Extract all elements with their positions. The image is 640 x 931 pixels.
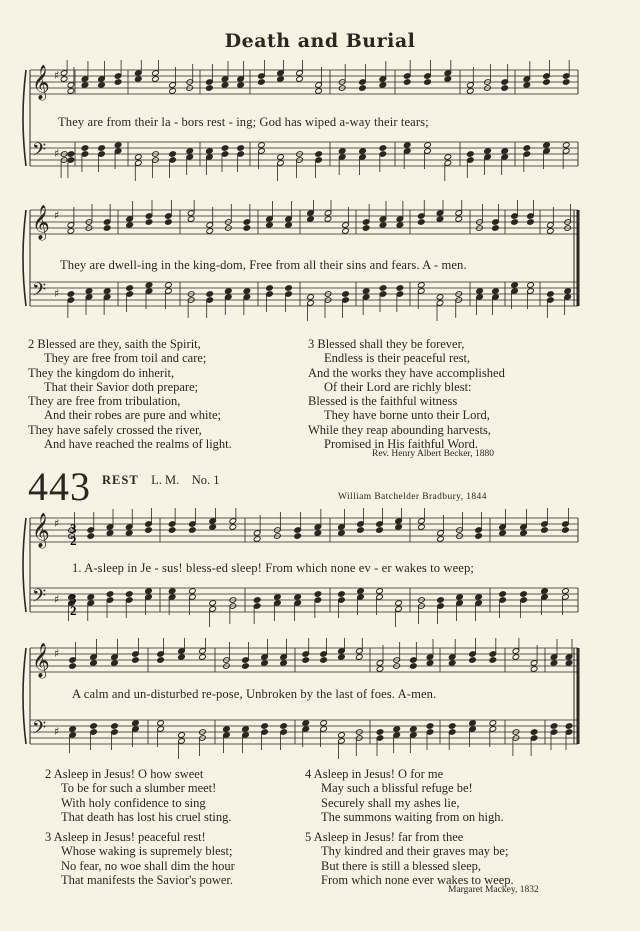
- note-head: [126, 222, 134, 229]
- note-head: [342, 291, 350, 298]
- note-head: [511, 282, 519, 289]
- note-head: [114, 142, 122, 149]
- note-head: [165, 282, 173, 289]
- note-head: [169, 88, 177, 95]
- note-head: [69, 663, 77, 670]
- note-head: [67, 151, 75, 158]
- note-head: [362, 225, 370, 232]
- note-head: [469, 657, 477, 664]
- note-head: [209, 600, 217, 607]
- verse-line: They have borne unto their Lord,: [324, 408, 490, 423]
- tune-heading: [102, 473, 220, 488]
- note-head: [456, 594, 464, 601]
- verse-line: Securely shall my ashes lie,: [321, 795, 460, 810]
- verse-line: And the works they have accomplished: [308, 365, 505, 380]
- bass-clef-icon: 𝄢: [32, 586, 47, 611]
- treble-clef-icon: 𝄞: [32, 205, 50, 240]
- meter: L. M.: [151, 473, 180, 487]
- note-head: [186, 148, 194, 155]
- verse-line: Endless is their peaceful rest,: [324, 351, 471, 366]
- note-head: [501, 85, 509, 92]
- note-head: [436, 216, 444, 223]
- note-head: [253, 597, 261, 604]
- note-head: [261, 660, 269, 667]
- verse-line: No fear, no woe shall dim the hour: [61, 858, 235, 873]
- verse-line: And their robes are pure and white;: [44, 408, 222, 423]
- composer-credit: William Batchelder Bradbury, 1844: [338, 492, 487, 502]
- note-head: [338, 148, 346, 155]
- note-head: [403, 79, 411, 86]
- note-head: [242, 726, 250, 733]
- note-head: [229, 524, 237, 531]
- sharp-icon: ♯: [54, 725, 60, 738]
- note-head: [357, 527, 365, 534]
- note-head: [206, 228, 214, 235]
- verse-line: To be for such a slumber meet!: [61, 781, 217, 796]
- note-head: [562, 588, 570, 595]
- note-head: [492, 288, 500, 295]
- note-head: [562, 142, 570, 149]
- verse-block: [45, 830, 235, 887]
- verse-line: 4 Asleep in Jesus! O for me: [305, 767, 444, 781]
- note-head: [437, 536, 445, 543]
- note-head: [565, 660, 573, 667]
- note-head: [258, 142, 266, 149]
- lyric-line: They are from their la - bors rest - ing; God has wiped a-way their tears;: [58, 115, 429, 129]
- note-head: [277, 76, 285, 83]
- note-head: [126, 285, 134, 292]
- note-head: [90, 660, 98, 667]
- note-head: [280, 723, 288, 730]
- verse-block: [305, 830, 514, 887]
- note-head: [543, 79, 551, 86]
- note-head: [320, 657, 328, 664]
- note-head: [489, 720, 497, 727]
- note-head: [60, 76, 68, 83]
- note-head: [448, 660, 456, 667]
- note-head: [103, 288, 111, 295]
- note-head: [285, 285, 293, 292]
- time-signature-top: 3: [70, 521, 77, 536]
- verse-line: They are free from toil and care;: [44, 351, 207, 366]
- note-head: [320, 720, 328, 727]
- time-signature-bottom: 2: [70, 603, 77, 618]
- note-head: [396, 222, 404, 229]
- time-signature-bottom: 2: [70, 533, 77, 548]
- note-head: [294, 533, 302, 540]
- sharp-icon: ♯: [54, 287, 60, 300]
- note-head: [511, 219, 519, 226]
- note-head: [221, 145, 229, 152]
- note-head: [417, 219, 425, 226]
- system-brace: [23, 518, 26, 612]
- note-head: [550, 660, 558, 667]
- note-head: [106, 591, 114, 598]
- note-head: [324, 216, 332, 223]
- section-title: Death and Burial: [224, 30, 416, 52]
- sharp-icon: ♯: [54, 593, 60, 606]
- note-head: [379, 82, 387, 89]
- system-brace: [23, 210, 26, 306]
- verse-block: [45, 767, 231, 824]
- note-head: [85, 288, 93, 295]
- note-head: [565, 723, 573, 730]
- bass-clef-icon: 𝄢: [32, 718, 47, 743]
- lyric-line: A calm and un-disturbed re-pose, Unbroken by the last of foes. A-men.: [72, 687, 437, 701]
- note-head: [111, 660, 119, 667]
- note-head: [547, 291, 555, 298]
- verse-line: But there is still a blessed sleep,: [321, 858, 482, 873]
- note-head: [314, 530, 322, 537]
- note-head: [338, 654, 346, 661]
- tune-number: No. 1: [191, 473, 220, 487]
- note-head: [393, 726, 401, 733]
- sharp-icon: ♯: [54, 209, 60, 222]
- note-head: [223, 726, 231, 733]
- note-head: [253, 536, 261, 543]
- verse-line: The summons waiting from on high.: [321, 809, 504, 824]
- treble-clef-icon: 𝄞: [32, 65, 50, 100]
- note-head: [168, 527, 176, 534]
- note-head: [132, 657, 140, 664]
- note-head: [98, 82, 106, 89]
- note-head: [69, 726, 77, 733]
- note-head: [417, 282, 425, 289]
- note-head: [469, 720, 477, 727]
- verse-line: 2 Asleep in Jesus! O how sweet: [45, 767, 204, 781]
- note-head: [379, 285, 387, 292]
- note-head: [379, 222, 387, 229]
- verse-line: While they reap abounding harvests,: [308, 422, 491, 437]
- note-head: [296, 76, 304, 83]
- note-head: [67, 88, 75, 95]
- note-head: [307, 216, 315, 223]
- note-head: [242, 663, 250, 670]
- note-head: [111, 723, 119, 730]
- sharp-icon: ♯: [54, 69, 60, 82]
- note-head: [125, 530, 133, 537]
- note-head: [530, 729, 538, 736]
- note-head: [209, 524, 217, 531]
- note-head: [243, 288, 251, 295]
- note-head: [530, 666, 538, 673]
- note-head: [424, 79, 432, 86]
- author-credit: Rev. Henry Albert Becker, 1880: [372, 449, 494, 459]
- note-head: [224, 288, 232, 295]
- note-head: [550, 723, 558, 730]
- verse-line: They the kingdom do inherit,: [28, 365, 175, 380]
- bass-clef-icon: 𝄢: [32, 280, 47, 305]
- treble-clef-icon: 𝄞: [32, 643, 50, 678]
- treble-clef-icon: 𝄞: [32, 513, 50, 548]
- note-head: [562, 79, 570, 86]
- note-head: [362, 288, 370, 295]
- note-head: [543, 142, 551, 149]
- verse-line: Blessed is the faithful witness: [308, 394, 458, 409]
- note-head: [523, 145, 531, 152]
- note-head: [376, 527, 384, 534]
- note-head: [455, 216, 463, 223]
- note-head: [467, 151, 475, 158]
- note-head: [492, 225, 500, 232]
- verse-line: Thy kindred and their graves may be;: [321, 844, 509, 859]
- verse-line: And have reached the realms of light.: [44, 437, 232, 452]
- time-signature-top: 3: [70, 591, 77, 606]
- verse-block: [305, 767, 504, 824]
- verse-line: Of their Lord are richly blest:: [324, 379, 472, 394]
- note-head: [475, 533, 483, 540]
- sharp-icon: ♯: [54, 647, 60, 660]
- note-head: [564, 288, 572, 295]
- note-head: [294, 594, 302, 601]
- note-head: [418, 524, 426, 531]
- note-head: [395, 524, 403, 531]
- system-brace: [23, 648, 26, 744]
- note-head: [314, 591, 322, 598]
- note-head: [403, 142, 411, 149]
- note-head: [376, 729, 384, 736]
- note-head: [237, 82, 245, 89]
- note-head: [189, 527, 197, 534]
- lyric-line: 1. A-sleep in Je - sus! bless-ed sleep! From which none ev - er wakes to weep;: [72, 561, 474, 575]
- note-head: [484, 148, 492, 155]
- note-head: [206, 291, 214, 298]
- note-head: [315, 88, 323, 95]
- bass-clef-icon: 𝄢: [32, 140, 47, 165]
- author-credit: Margaret Mackey, 1832: [448, 885, 539, 895]
- verse-line: May such a blissful refuge be!: [321, 781, 473, 796]
- note-head: [426, 660, 434, 667]
- note-head: [436, 294, 444, 301]
- note-head: [476, 288, 484, 295]
- note-head: [67, 291, 75, 298]
- note-head: [359, 85, 367, 92]
- note-head: [523, 82, 531, 89]
- note-head: [395, 600, 403, 607]
- note-head: [189, 588, 197, 595]
- note-head: [499, 530, 507, 537]
- note-head: [98, 145, 106, 152]
- hymn-number: 443: [28, 464, 91, 509]
- note-head: [357, 588, 365, 595]
- verse-line: That their Savior doth prepare;: [44, 379, 199, 394]
- note-head: [410, 663, 418, 670]
- note-head: [489, 657, 497, 664]
- note-head: [448, 723, 456, 730]
- note-head: [475, 594, 483, 601]
- lyric-line: They are dwell-ing in the king-dom, Free from all their sins and fears. A - men.: [60, 258, 467, 272]
- note-head: [302, 657, 310, 664]
- note-head: [467, 88, 475, 95]
- note-head: [67, 228, 75, 235]
- note-head: [501, 148, 509, 155]
- sharp-icon: ♯: [54, 147, 60, 160]
- note-head: [266, 285, 274, 292]
- note-head: [206, 85, 214, 92]
- note-head: [125, 591, 133, 598]
- verse-line: That manifests the Savior's power.: [61, 872, 234, 887]
- note-head: [541, 527, 549, 534]
- verse-line: From which none ever wakes to weep.: [321, 872, 514, 887]
- verse-line: Promised in His faithful Word.: [324, 437, 478, 452]
- note-head: [424, 142, 432, 149]
- note-head: [168, 588, 176, 595]
- note-head: [178, 732, 186, 739]
- note-head: [359, 148, 367, 155]
- note-head: [396, 285, 404, 292]
- note-head: [145, 527, 153, 534]
- note-head: [338, 732, 346, 739]
- note-head: [169, 151, 177, 158]
- verse-line: 3 Blessed shall they be forever,: [308, 337, 465, 351]
- note-head: [520, 591, 528, 598]
- note-head: [342, 228, 350, 235]
- note-head: [106, 530, 114, 537]
- note-head: [237, 145, 245, 152]
- note-head: [243, 225, 251, 232]
- note-head: [145, 282, 153, 289]
- note-head: [444, 154, 452, 161]
- note-head: [87, 594, 95, 601]
- verse-block: [28, 337, 232, 451]
- note-head: [302, 720, 310, 727]
- note-head: [145, 219, 153, 226]
- note-head: [338, 591, 346, 598]
- note-head: [355, 654, 363, 661]
- note-head: [527, 219, 535, 226]
- note-head: [90, 723, 98, 730]
- note-head: [157, 720, 165, 727]
- note-head: [410, 726, 418, 733]
- music-staff-system: [0, 638, 640, 770]
- note-head: [266, 222, 274, 229]
- note-head: [547, 228, 555, 235]
- note-head: [376, 588, 384, 595]
- note-head: [285, 222, 293, 229]
- note-head: [87, 533, 95, 540]
- note-head: [307, 294, 315, 301]
- note-head: [444, 76, 452, 83]
- verse-line: 5 Asleep in Jesus! far from thee: [305, 830, 464, 844]
- note-head: [541, 588, 549, 595]
- note-head: [258, 79, 266, 86]
- tune-name: REST: [102, 473, 139, 487]
- note-head: [165, 219, 173, 226]
- note-head: [499, 591, 507, 598]
- note-head: [261, 723, 269, 730]
- note-head: [81, 82, 89, 89]
- note-head: [277, 154, 285, 161]
- note-head: [152, 76, 160, 83]
- sharp-icon: ♯: [54, 517, 60, 530]
- note-head: [81, 145, 89, 152]
- system-brace: [23, 70, 26, 166]
- verse-line: They have safely crossed the river,: [28, 422, 202, 437]
- note-head: [103, 225, 111, 232]
- note-head: [338, 530, 346, 537]
- note-head: [512, 654, 520, 661]
- note-head: [199, 654, 207, 661]
- note-head: [114, 79, 122, 86]
- note-head: [187, 216, 195, 223]
- note-head: [315, 151, 323, 158]
- note-head: [562, 527, 570, 534]
- verse-line: They are free from tribulation,: [28, 394, 181, 409]
- verse-line: Whose waking is supremely blest;: [61, 844, 233, 859]
- note-head: [221, 82, 229, 89]
- verse-line: 3 Asleep in Jesus! peaceful rest!: [45, 830, 206, 844]
- verse-line: 2 Blessed are they, saith the Spirit,: [28, 337, 201, 351]
- note-head: [132, 720, 140, 727]
- note-head: [527, 282, 535, 289]
- note-head: [376, 666, 384, 673]
- note-head: [145, 588, 153, 595]
- verse-block: [308, 337, 505, 451]
- note-head: [134, 76, 142, 83]
- note-head: [134, 154, 142, 161]
- note-head: [379, 145, 387, 152]
- note-head: [426, 723, 434, 730]
- note-head: [178, 654, 186, 661]
- note-head: [274, 594, 282, 601]
- note-head: [206, 148, 214, 155]
- note-head: [520, 530, 528, 537]
- note-head: [280, 660, 288, 667]
- verse-line: That death has lost his cruel sting.: [61, 809, 232, 824]
- verse-line: With holy confidence to sing: [61, 795, 206, 810]
- note-head: [437, 597, 445, 604]
- note-head: [157, 657, 165, 664]
